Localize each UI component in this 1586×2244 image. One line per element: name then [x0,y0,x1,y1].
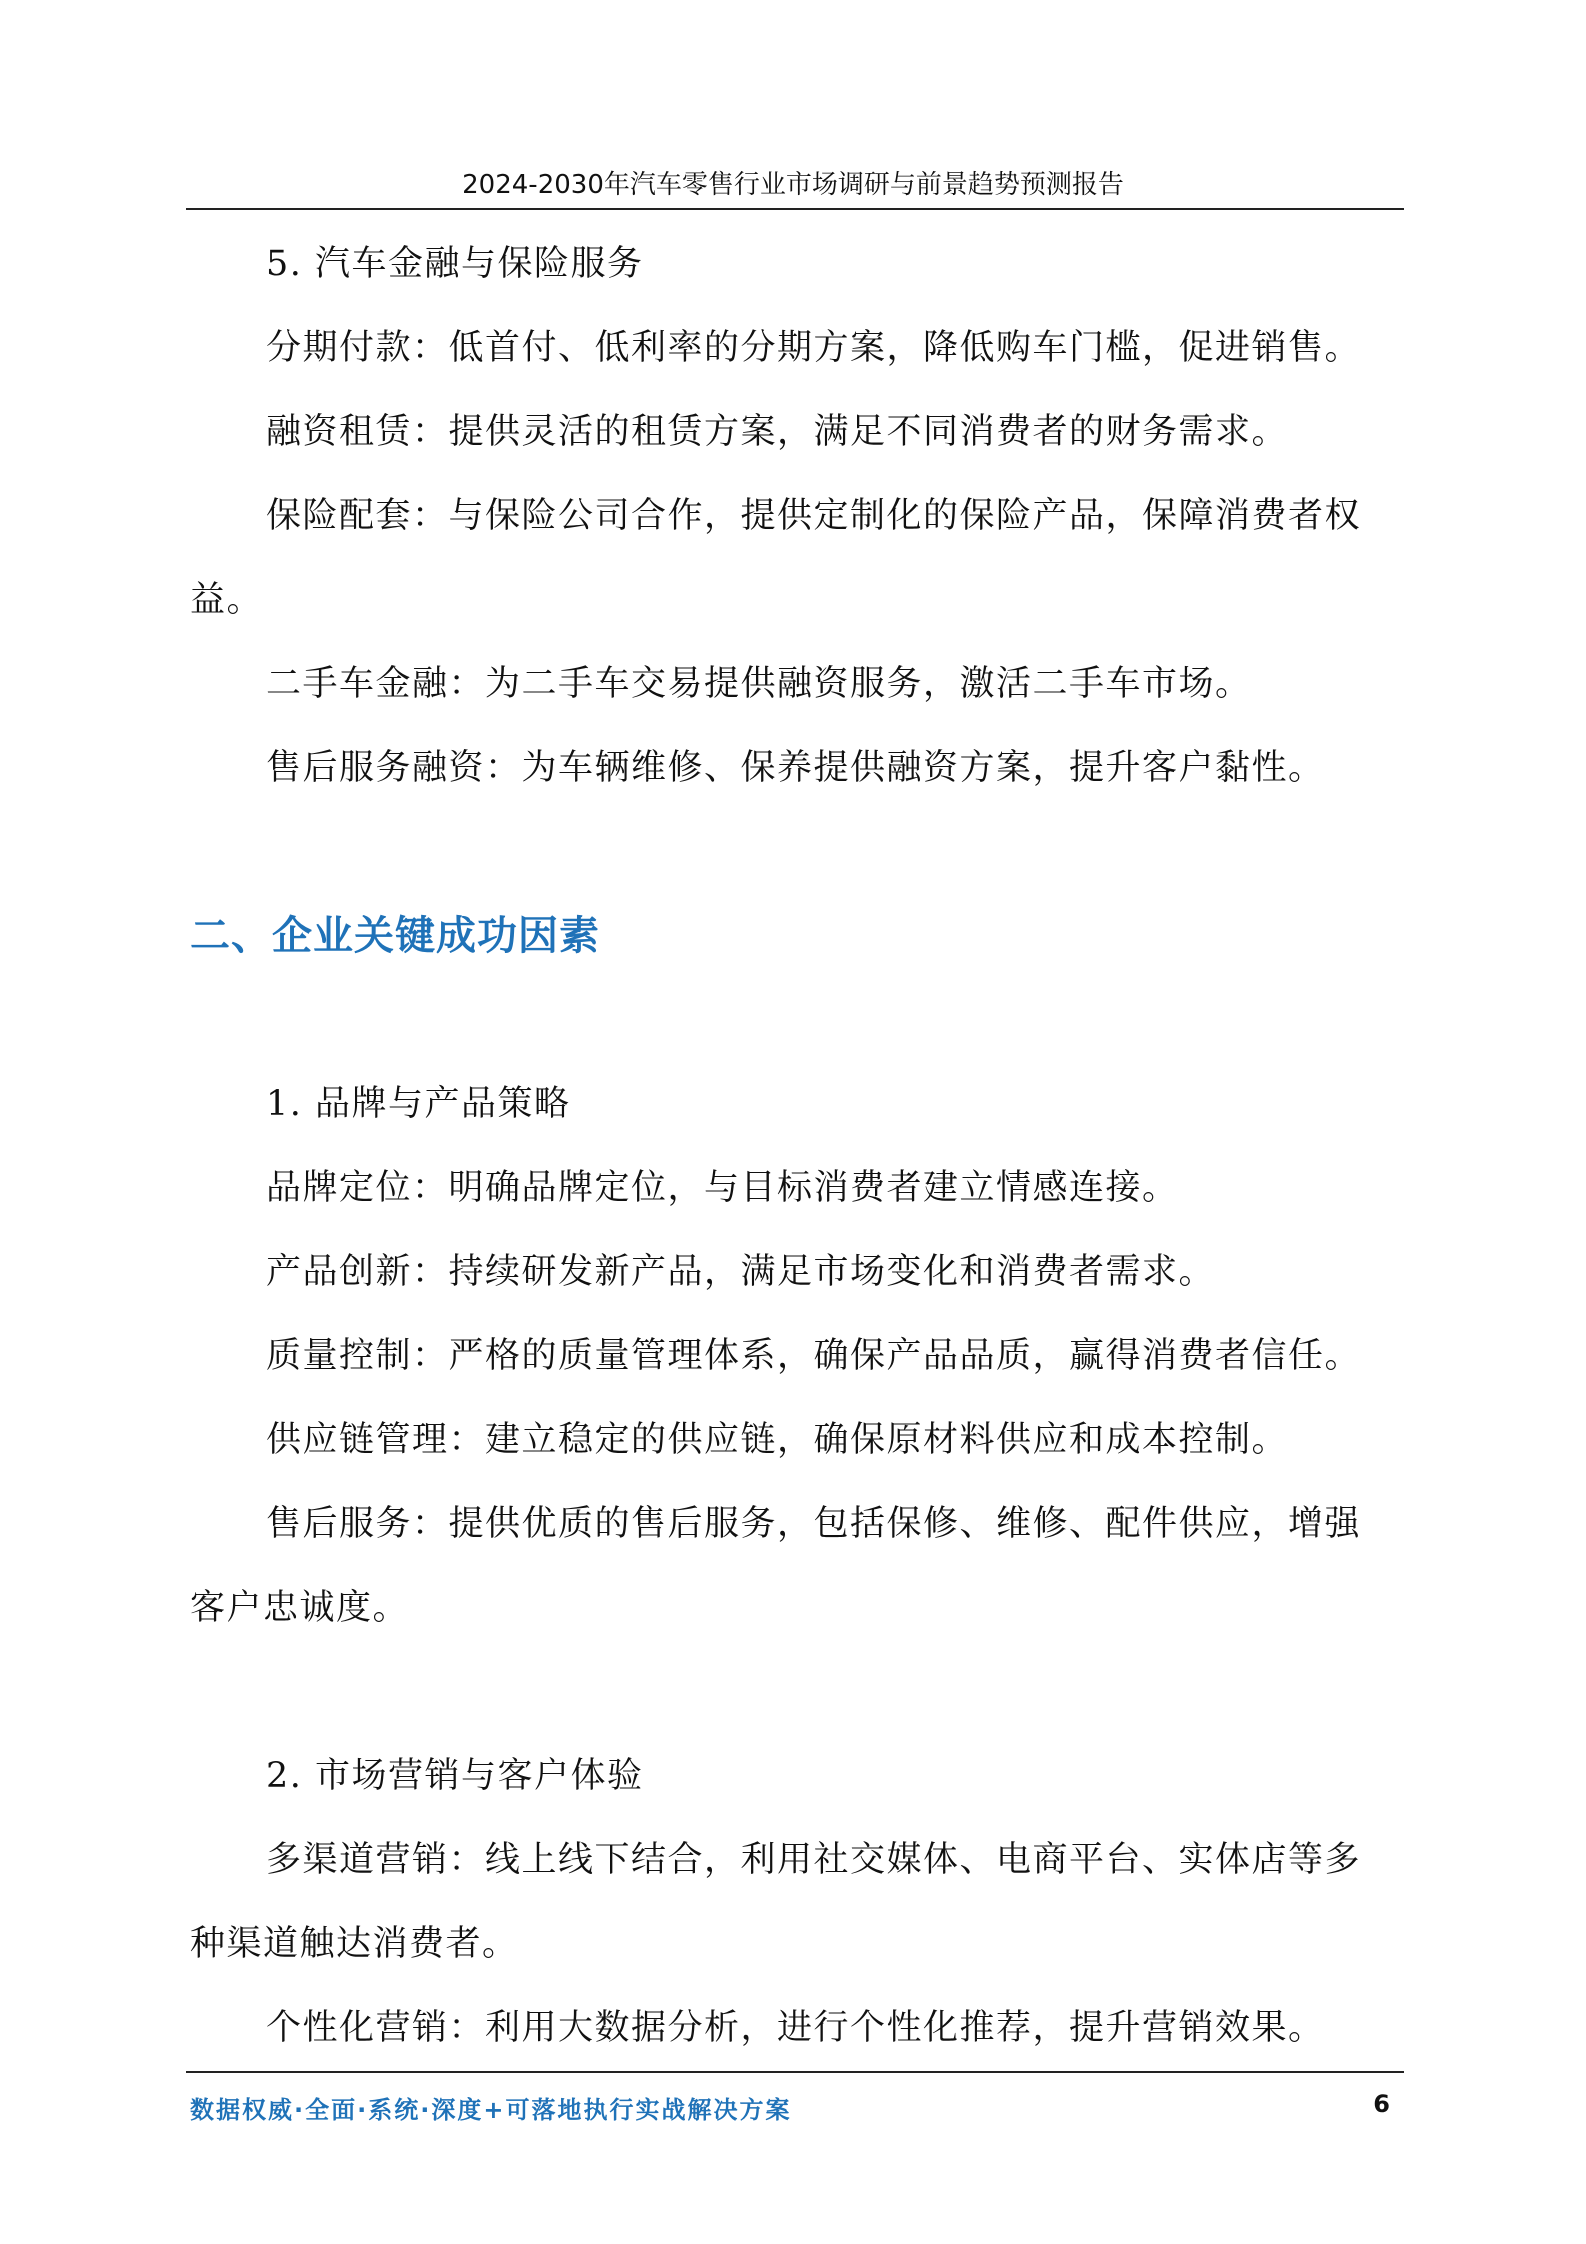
paragraph: 保险配套：与保险公司合作，提供定制化的保险产品，保障消费者权益。 [190,496,1362,620]
page-content [190,222,1395,2070]
page-number: 6 [1373,2090,1390,2118]
spacer [190,1650,1395,1734]
paragraph: 二手车金融：为二手车交易提供融资服务，激活二手车市场。 [266,664,1252,704]
paragraph: 多渠道营销：线上线下结合，利用社交媒体、电商平台、实体店等多种渠道触达消费者。 [190,1840,1362,1964]
chapter-heading: 二、企业关键成功因素 [190,913,600,959]
section-title: 1. 品牌与产品策略 [266,1084,571,1124]
paragraph: 供应链管理：建立稳定的供应链，确保原材料供应和成本控制。 [266,1420,1289,1460]
paragraph: 分期付款：低首付、低利率的分期方案，降低购车门槛，促进销售。 [266,328,1362,368]
paragraph: 融资租赁：提供灵活的租赁方案，满足不同消费者的财务需求。 [266,412,1289,452]
paragraph: 售后服务融资：为车辆维修、保养提供融资方案，提升客户黏性。 [266,748,1325,788]
running-header: 2024-2030年汽车零售行业市场调研与前景趋势预测报告 [462,170,1124,200]
section-title: 2. 市场营销与客户体验 [266,1756,644,1796]
spacer [190,810,1395,894]
footer-slogan: 数据权威·全面·系统·深度+可落地执行实战解决方案 [190,2096,792,2124]
paragraph: 个性化营销：利用大数据分析，进行个性化推荐，提升营销效果。 [266,2008,1325,2048]
footer-divider [186,2071,1404,2073]
spacer [190,978,1395,1062]
paragraph: 品牌定位：明确品牌定位，与目标消费者建立情感连接。 [266,1168,1179,1208]
paragraph: 售后服务：提供优质的售后服务，包括保修、维修、配件供应，增强客户忠诚度。 [190,1504,1362,1628]
header-divider [186,208,1404,210]
section-title: 5. 汽车金融与保险服务 [266,244,644,284]
paragraph: 质量控制：严格的质量管理体系，确保产品品质，赢得消费者信任。 [266,1336,1362,1376]
paragraph: 产品创新：持续研发新产品，满足市场变化和消费者需求。 [266,1252,1216,1292]
